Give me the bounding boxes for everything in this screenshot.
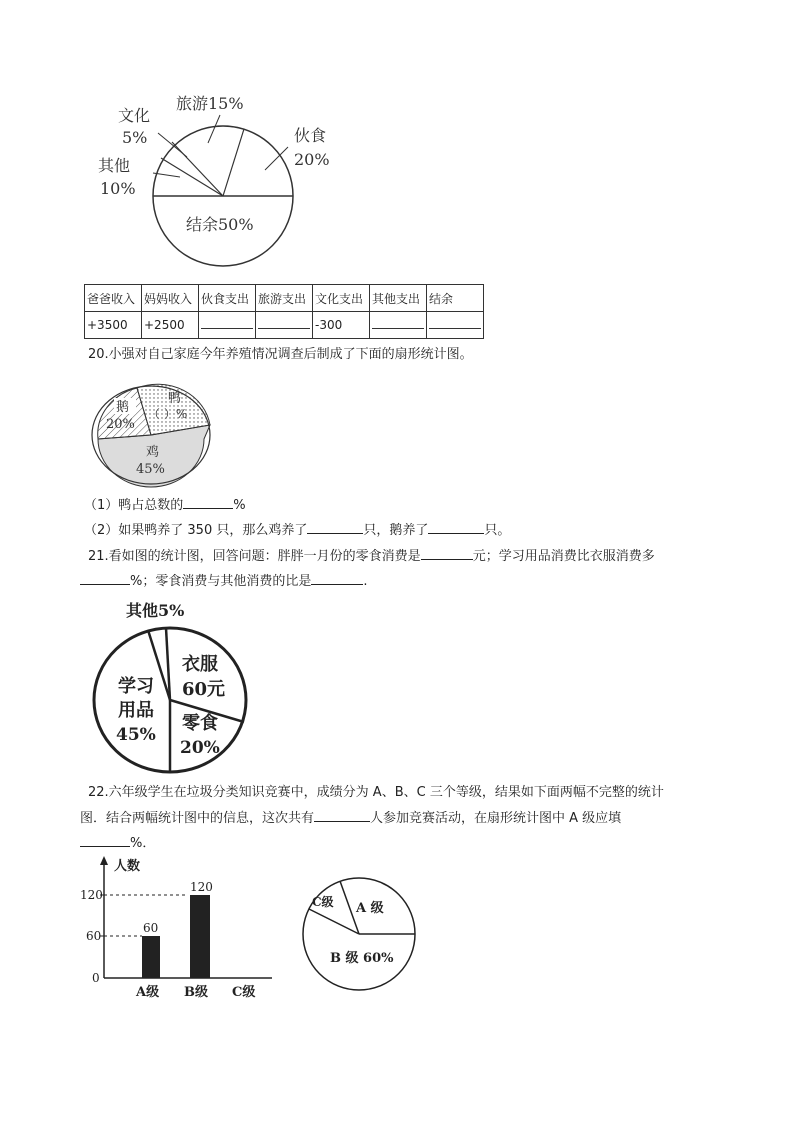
label-ya-pct: （ ）%	[148, 407, 188, 421]
x-label-c: C级	[232, 985, 256, 1000]
label-qita: 其他5%	[126, 601, 185, 620]
q20-sub2-text-c: 只。	[484, 523, 511, 538]
label-lingshi-1: 零食	[182, 713, 218, 734]
table-cell: +2500	[142, 312, 199, 339]
q21-text-b: 元；学习用品消费比衣服消费多	[472, 549, 655, 564]
table-value-row	[85, 312, 484, 339]
q22-text-b: 人参加竞赛活动，在扇形统计图中 A 级应填	[370, 811, 622, 826]
bar-label-a: 60	[143, 921, 159, 935]
table-cell-answer-blank[interactable]	[199, 312, 256, 339]
leader-lvyou	[208, 115, 220, 143]
label-qita-pct: 10%	[100, 179, 136, 198]
table-header-cell: 爸爸收入	[85, 285, 142, 312]
q20-sub1-blank[interactable]	[183, 496, 233, 509]
q21-blank-lingshi[interactable]	[421, 547, 473, 560]
q22-line1: 22.六年级学生在垃圾分类知识竞赛中，成绩分为 A、B、C 三个等级，结果如下面两幅不完整的统计	[88, 785, 664, 800]
label-xuexi-1: 学习	[118, 676, 154, 697]
label-a-grade: A 级	[356, 901, 384, 916]
q20-sub2-blank-ji[interactable]	[307, 521, 363, 534]
livestock-pie-chart	[92, 380, 222, 490]
table-header-cell: 其他支出	[370, 285, 427, 312]
bar-b	[190, 895, 210, 978]
grade-bar-chart	[80, 852, 280, 1002]
label-ya-name: 鸭	[168, 391, 182, 406]
q22-line2	[80, 809, 621, 828]
table-header-cell: 文化支出	[313, 285, 370, 312]
q22-text-c: %．	[130, 836, 156, 851]
x-label-b: B级	[184, 985, 208, 1000]
label-yifu-1: 衣服	[182, 654, 218, 675]
q21-line1	[88, 547, 655, 566]
label-huoshi-pct: 20%	[294, 150, 330, 169]
label-e-name: 鹅	[116, 400, 130, 415]
q21-text-c: %；零食消费与其他消费的比是	[130, 574, 312, 589]
q20-sub2-blank-e[interactable]	[428, 521, 484, 534]
q20-sub1	[84, 496, 246, 515]
q21-text-a: 21.看如图的统计图，回答问题：胖胖一月份的零食消费是	[88, 549, 421, 564]
table-cell-answer-blank[interactable]	[370, 312, 427, 339]
q21-text-d: .	[363, 574, 368, 589]
q20-sub2-text-b: 只，鹅养了	[363, 523, 429, 538]
table-header-cell: 结余	[427, 285, 484, 312]
q22-line3	[80, 834, 155, 853]
x-label-a: A级	[136, 985, 160, 1000]
q22-text-a: 图．结合两幅统计图中的信息，这次共有	[80, 811, 315, 826]
q20-sub2	[84, 521, 510, 540]
table-header-cell: 旅游支出	[256, 285, 313, 312]
q21-blank-percent[interactable]	[80, 572, 130, 585]
q20-sub1-text: （1）鸭占总数的	[84, 498, 184, 513]
label-c-grade: C级	[312, 895, 334, 909]
label-xuexi-3: 45%	[116, 725, 156, 745]
label-e-pct: 20%	[106, 417, 135, 432]
table-header-cell: 妈妈收入	[142, 285, 199, 312]
y-axis-label: 人数	[114, 859, 141, 874]
q22-blank-total[interactable]	[314, 809, 370, 822]
q20-sub2-text-a: （2）如果鸭养了 350 只，那么鸡养了	[84, 523, 308, 538]
y-tick-60: 60	[86, 929, 102, 943]
q22-blank-a-percent[interactable]	[80, 834, 130, 847]
label-lingshi-2: 20%	[180, 738, 220, 758]
y-axis-arrow	[100, 856, 108, 865]
grade-pie-chart	[296, 862, 426, 992]
table-cell: +3500	[85, 312, 142, 339]
y-tick-120: 120	[80, 888, 103, 902]
q21-blank-ratio[interactable]	[311, 572, 363, 585]
budget-pie-radius-huoshi	[223, 129, 244, 196]
income-expense-table	[84, 284, 484, 339]
leader-qita	[153, 173, 180, 177]
label-ji-name: 鸡	[146, 445, 160, 460]
q20-stem: 20.小强对自己家庭今年养殖情况调查后制成了下面的扇形统计图。	[88, 347, 473, 362]
table-cell: -300	[313, 312, 370, 339]
table-header-cell: 伙食支出	[199, 285, 256, 312]
label-b-grade: B 级 60%	[330, 951, 394, 966]
table-cell-answer-blank[interactable]	[256, 312, 313, 339]
label-yifu-2: 60元	[182, 679, 226, 700]
label-ji-pct: 45%	[136, 462, 165, 477]
label-xuexi-2: 用品	[118, 700, 154, 721]
leader-wenhua	[158, 133, 187, 157]
budget-pie-chart	[90, 85, 330, 275]
table-header-row	[85, 285, 484, 312]
table-cell-answer-blank[interactable]	[427, 312, 484, 339]
bar-label-b: 120	[190, 880, 213, 894]
label-wenhua-pct: 5%	[122, 128, 148, 147]
label-qita-name: 其他	[98, 156, 131, 175]
spending-pie-chart	[88, 596, 258, 781]
bar-a	[142, 936, 160, 978]
y-tick-0: 0	[92, 971, 100, 985]
q20-sub1-unit: %	[233, 498, 246, 513]
q21-line2	[80, 572, 368, 591]
label-jieyu: 结余50%	[186, 215, 254, 234]
label-huoshi-name: 伙食	[294, 126, 327, 145]
label-lvyou: 旅游15%	[176, 94, 244, 113]
label-wenhua-name: 文化	[118, 106, 151, 125]
